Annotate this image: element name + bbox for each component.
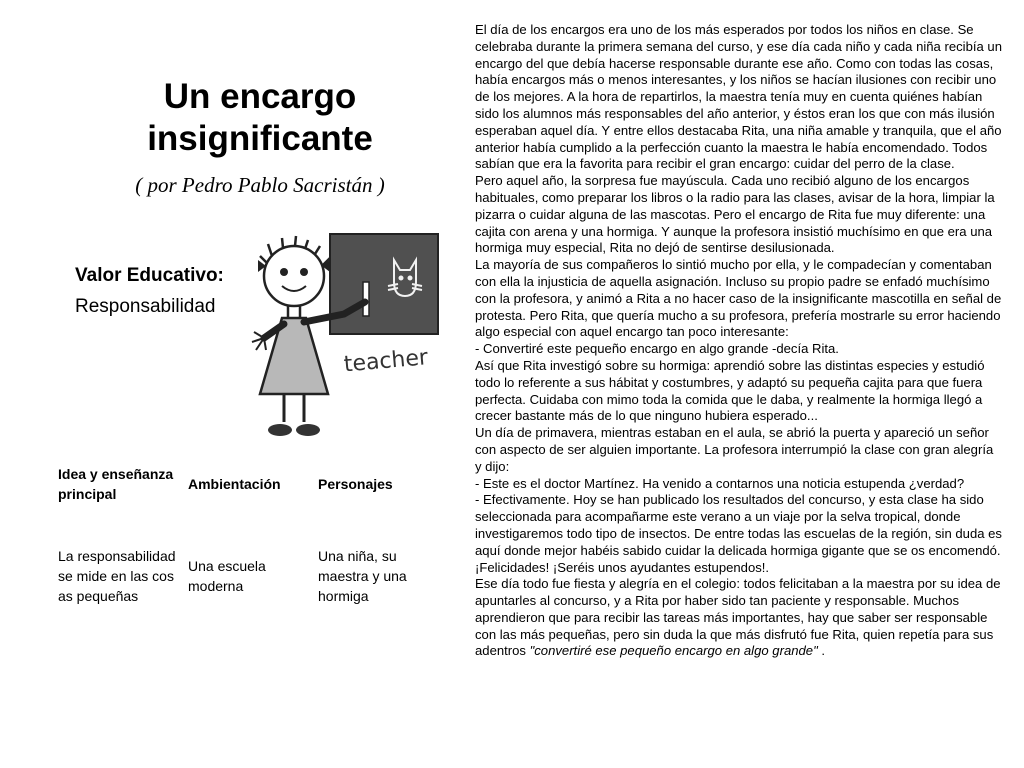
author-credit: ( por Pedro Pablo Sacristán ) bbox=[135, 173, 385, 197]
story-final-paragraph bbox=[475, 576, 1003, 660]
story-paragraph: - Este es el doctor Martínez. Ha venido a contarnos una noticia estupenda ¿verdad? bbox=[475, 475, 965, 491]
story-final-end: . bbox=[817, 643, 825, 659]
story-title bbox=[60, 76, 460, 160]
story-final-quote: "convertiré ese pequeño encargo en algo grande" bbox=[529, 643, 818, 659]
illustration-caption: teacher bbox=[342, 345, 429, 378]
story-paragraph: Pero aquel año, la sorpresa fue mayúscula. Cada uno recibió alguno de los encargos habituales, como preparar los libros o la radio para las clases, avisar de la hora, limpiar la pizarra o cuidar alguna de las mascotas. Pero el encargo de Rita fue muy diferente: una cajita con arena y una hormiga. Y aunque la profesora insistió muchísimo en que era una hormiga muy especial, Rita no dejó de sentirse desilusionada. bbox=[475, 173, 995, 256]
story-paragraph: Un día de primavera, mientras estaban en el aula, se abrió la puerta y apareció un señor con aspecto de ser alguien importante. La profesora interrumpió la clase con gran alegría y dijo: bbox=[475, 425, 994, 474]
story-final-text: Ese día todo fue fiesta y alegría en el colegio: todos felicitaban a la maestra por su idea de apuntarles al concurso, y a Rita por haber sido tan paciente y responsable. Muchos aprendieron que para recibir las tareas más importantes, hay que saber ser responsable con las más pequeñas, pero sin duda la que más disfrutó fue Rita, quien repetía para sus adentros bbox=[475, 576, 1001, 659]
story-paragraph: - Efectivamente. Hoy se han publicado los resultados del concurso, y esta clase ha sido seleccionada para acompañarme este verano a un viaje por la selva tropical, donde investigaremos todo tipo de insectos. De entre todas las escuelas de la región, sin duda es aquí donde mejor habéis sabido cuidar la delicada hormiga gigante que se os encomendó. ¡Felicidades! ¡Seréis unos ayudantes estupendos!. bbox=[475, 492, 1002, 575]
story-paragraph: Así que Rita investigó sobre su hormiga: aprendió sobre las distintas especies y estudió todo lo referente a sus hábitat y costumbres, y adaptó su pequeña cajita para que fuera perfecta. Cuidaba con mimo toda la comida que le daba, y realmente la hormiga llegó a crecer bastante más de lo que ninguno hubiera esperado... bbox=[475, 357, 985, 424]
story-text bbox=[475, 22, 1003, 660]
table-header-row bbox=[52, 452, 440, 516]
story-paragraph: La mayoría de sus compañeros lo sintió mucho por ella, y le compadecían y comentaban con ella la injusticia de aquella asignación. Incluso su propio padre se enfadó muchísimo con la profesora, y animó a Rita a no hacer caso de la insignificante mascotilla en señal de protesta. Pero Rita, que quería mucho a su profesora, prefería mostrarle su error haciendo algo especial con aquel encargo tan poco interesante: bbox=[475, 257, 1002, 340]
cell-idea: La responsabilidad se mide en las cosas pequeñas bbox=[58, 548, 176, 604]
valor-educativo-label: Valor Educativo: bbox=[75, 265, 224, 286]
story-paragraph: El día de los encargos era uno de los más esperados por todos los niños en clase. Se celebraba durante la primera semana del curso, y ese día cada niño y cada niña recibía un encargo del que debía hacerse responsable durante ese año. Como con todas las cosas, había encargos más o menos interesantes, y los niños se hacían ilusiones con recibir uno de los mejores. A la hora de repartirlos, la maestra tenía muy en cuenta quiénes habían sido los alumnos más responsables del año anterior, y éstos eran los que con más ilusión esperaban aquel día. Y entre ellos destacaba Rita, una niña amable y tranquila, que el año anterior había cumplido a la perfección cuanto la maestra le había encomendado. Todos sabían que era la favorita para recibir el gran encargo: cuidar del perro de la clase. bbox=[475, 22, 1002, 172]
header-idea: Idea y enseñanza principal bbox=[58, 466, 174, 502]
header-personajes: Personajes bbox=[318, 476, 393, 492]
title-line-1: Un encargo bbox=[163, 77, 357, 116]
story-paragraph: - Convertiré este pequeño encargo en algo grande -decía Rita. bbox=[475, 341, 839, 357]
cell-personajes: Una niña, su maestra y una hormiga bbox=[318, 548, 407, 604]
story-info-table bbox=[52, 452, 440, 636]
chalkboard-shape bbox=[330, 234, 438, 334]
valor-educativo-value: Responsabilidad bbox=[75, 296, 216, 317]
header-ambientacion: Ambientación bbox=[188, 476, 281, 492]
cell-ambientacion: Una escuela moderna bbox=[188, 558, 266, 594]
table-row bbox=[52, 516, 440, 636]
title-line-2: insignificante bbox=[147, 119, 373, 158]
teacher-drawing-icon bbox=[244, 226, 440, 440]
